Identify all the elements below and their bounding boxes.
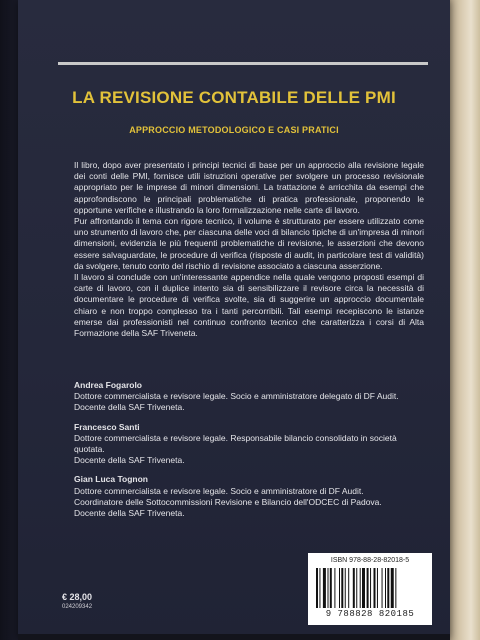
author-bio: Coordinatore delle Sottocommissioni Revisione e Bilancio dell'ODCEC di Padova. xyxy=(74,496,382,507)
bottom-edge xyxy=(18,634,450,640)
top-divider xyxy=(58,62,428,65)
author-block xyxy=(74,380,424,414)
author-bio: Dottore commercialista e revisore legale. Socio e amministratore di DF Audit. xyxy=(74,485,364,496)
book-subtitle: APPROCCIO METODOLOGICO E CASI PRATICI xyxy=(129,125,339,135)
book-back-cover xyxy=(18,0,450,640)
author-bio: Docente della SAF Triveneta. xyxy=(74,508,185,519)
barcode-digits: 9 788828 820185 xyxy=(325,609,415,619)
barcode-label xyxy=(308,553,432,625)
author-bio: Dottore commercialista e revisore legale. Responsabile bilancio consolidato in società quotata. xyxy=(74,432,397,455)
background-page-edges xyxy=(450,0,480,640)
description-paragraph: Il libro, dopo aver presentato i principi tecnici di base per un approccio alla revisione legale dei conti delle PMI, fornisce utili istruzioni operative per svolgere un processo revisionale appropriato per le imprese di minori dimensioni. La trattazione è arricchita da esempi che approfondiscono le principali problematiche di pratica professionale, proponendo le opportune verifiche e illustrando la loro formalizzazione nelle carte di lavoro. xyxy=(74,160,424,215)
price: € 28,00 xyxy=(62,592,93,602)
author-block xyxy=(74,474,424,519)
author-bio: Docente della SAF Triveneta. xyxy=(74,402,185,413)
author-name: Francesco Santi xyxy=(74,421,140,432)
author-name: Andrea Fogarolo xyxy=(74,380,143,390)
book-title: LA REVISIONE CONTABILE DELLE PMI xyxy=(72,88,396,107)
author-name: Gian Luca Tognon xyxy=(74,474,148,485)
author-bio: Dottore commercialista e revisore legale. Socio e amministratore delegato di DF Audit. xyxy=(74,391,399,402)
description-paragraph: Il lavoro si conclude con un'interessante appendice nella quale vengono proposti esempi di carte di lavoro, con il duplice intento sia di sensibilizzare il revisore circa la necessità di documentare le procedure di verifica svolte, sia di suggerire un approccio documentale chiaro e non troppo complesso tra i tanti percorribili. Tali esempi recepiscono le istanze emerse dai professionisti nel continuo confronto tecnico che caratterizza i corsi di Alta Formazione della SAF Triveneta. xyxy=(74,272,424,339)
description-paragraph: Pur affrontando il tema con rigore tecnico, il volume è strutturato per essere utilizzato come uno strumento di lavoro che, per ciascuna delle voci di bilancio tipiche di un'impresa di minori dimensioni, evidenzia le più frequenti problematiche di revisione, le asserzioni che devono essere salvaguardate, le procedure di verifica (risposte di audit, in particolare test di validità) da svolgere, tenuto conto del rischio di revisione associato a ciascuna asserzione. xyxy=(74,216,424,271)
isbn-text: ISBN 978-88-28-82018-5 xyxy=(330,557,410,564)
barcode-icon xyxy=(314,568,426,608)
author-bio: Docente della SAF Triveneta. xyxy=(74,455,185,466)
author-block xyxy=(74,422,424,467)
description xyxy=(74,160,424,339)
product-code: 024209342 xyxy=(62,604,93,610)
authors-section xyxy=(74,380,424,527)
